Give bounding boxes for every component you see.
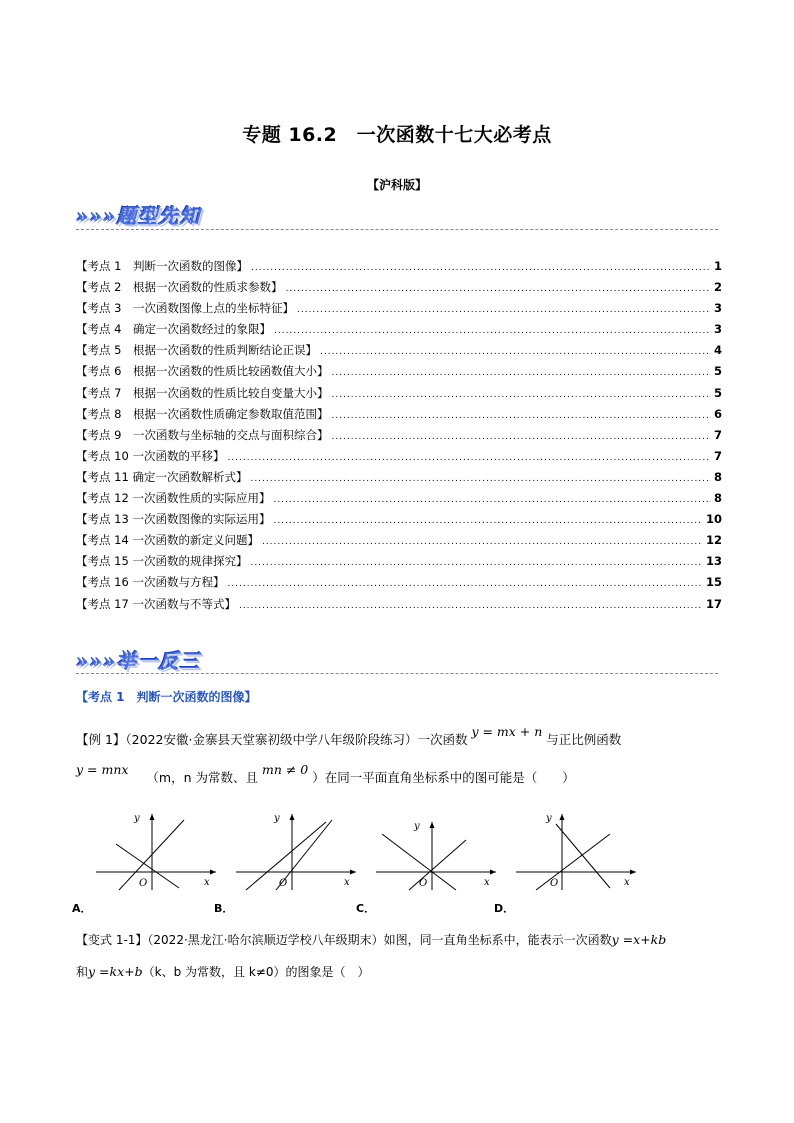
toc-leader-dots — [285, 284, 711, 294]
toc-item-label: 【考点 5 根据一次函数的性质判断结论正误】 — [76, 343, 317, 358]
toc-item-label: 【考点 7 根据一次函数的性质比较自变量大小】 — [76, 385, 329, 400]
toc-leader-dots — [331, 411, 711, 421]
toc-item[interactable] — [76, 342, 722, 363]
toc-item[interactable] — [76, 469, 722, 490]
graph-a-x-arrow — [210, 870, 216, 875]
graph-a-origin: O — [139, 878, 148, 889]
toc-item-label: 【考点 10 一次函数的平移】 — [76, 448, 225, 463]
graph-b-y-arrow — [290, 814, 295, 820]
variant-1-1-line-2 — [76, 962, 716, 982]
banner-toc-text: »»»题型先知 — [76, 204, 201, 228]
example-1-line-2 — [76, 762, 716, 788]
toc-leader-dots — [250, 474, 711, 484]
graph-d — [514, 812, 639, 892]
toc-item-page: 3 — [713, 322, 722, 337]
toc-item[interactable] — [76, 553, 722, 574]
toc-item-label: 【考点 4 确定一次函数经过的象限】 — [76, 322, 271, 337]
graph-a — [94, 812, 219, 892]
edition-label: 【沪科版】 — [366, 178, 427, 192]
example-1-func2: y = mnx — [76, 762, 129, 777]
toc-item-page: 15 — [705, 575, 722, 590]
toc-leader-dots — [331, 368, 711, 378]
graph-c-line-2 — [409, 840, 466, 890]
example-1-line-1 — [76, 724, 716, 750]
toc-item[interactable] — [76, 574, 722, 595]
toc-item-page: 3 — [713, 301, 722, 316]
toc-leader-dots — [297, 305, 711, 315]
toc-leader-dots — [227, 453, 711, 463]
toc-item-page: 17 — [705, 596, 722, 611]
banner-practice-divider — [76, 673, 718, 674]
graph-d-y-arrow — [560, 814, 565, 820]
toc-item[interactable] — [76, 385, 722, 406]
toc-item-page: 8 — [713, 469, 722, 484]
graph-a-line-1 — [116, 844, 179, 888]
toc-leader-dots — [239, 601, 703, 611]
toc-leader-dots — [273, 516, 703, 526]
toc-item-page: 4 — [713, 343, 722, 358]
toc-item-page: 1 — [713, 259, 722, 273]
toc-item-label: 【考点 9 一次函数与坐标轴的交点与面积综合】 — [76, 427, 329, 442]
section-heading: 【考点 1 判断一次函数的图像】 — [76, 690, 257, 704]
banner-toc — [76, 200, 201, 230]
graph-c-y-arrow — [430, 822, 435, 828]
toc-item-label: 【考点 3 一次函数图像上点的坐标特征】 — [76, 301, 294, 316]
graph-b-y-label: y — [274, 813, 280, 824]
toc-item-page: 10 — [705, 512, 722, 527]
toc-item-label: 【考点 15 一次函数的规律探究】 — [76, 554, 248, 569]
example-1-prefix: 【例 1】（2022安徽·金寨县天堂寨初级中学八年级阶段练习）一次函数 — [76, 732, 468, 747]
toc-leader-dots — [250, 558, 703, 568]
graph-a-x-label: x — [204, 877, 210, 888]
graph-c-x-label: x — [484, 877, 490, 888]
toc-leader-dots — [320, 347, 711, 357]
toc-leader-dots — [331, 390, 711, 400]
option-b-label: B． — [214, 902, 234, 915]
graph-c-x-arrow — [490, 870, 496, 875]
toc-item-label: 【考点 1 判断一次函数的图像】 — [76, 259, 248, 273]
variant-1-1-suffix: （k、b 为常数，且 k≠0）的图象是（ ） — [142, 965, 370, 979]
graph-b-x-label: x — [344, 877, 350, 888]
toc-item-page: 13 — [705, 554, 722, 569]
toc-item-label: 【考点 16 一次函数与方程】 — [76, 575, 225, 590]
toc-item[interactable] — [76, 406, 722, 427]
banner-practice-text: »»»举一反三 — [76, 649, 201, 673]
graph-b-x-arrow — [350, 870, 356, 875]
table-of-contents — [76, 258, 722, 617]
graph-d-y-label: y — [546, 813, 552, 824]
example-1-suffix: ）在同一平面直角坐标系中的图可能是（ ） — [312, 770, 575, 785]
toc-item-label: 【考点 2 根据一次函数的性质求参数】 — [76, 280, 283, 295]
graph-d-origin: O — [550, 878, 559, 889]
toc-item-page: 6 — [713, 406, 722, 421]
toc-item-label: 【考点 12 一次函数性质的实际应用】 — [76, 491, 271, 506]
toc-leader-dots — [274, 326, 711, 336]
toc-item-label: 【考点 6 根据一次函数的性质比较函数值大小】 — [76, 364, 329, 379]
graph-d-x-arrow — [630, 870, 636, 875]
graph-d-line-1 — [556, 824, 610, 888]
banner-toc-divider — [76, 229, 718, 230]
toc-item-page: 8 — [713, 491, 722, 506]
option-c-label: C． — [356, 902, 376, 915]
example-1-cond-pre: （m，n 为常数、且 — [146, 770, 258, 785]
example-1-mid: 与正比例函数 — [546, 732, 622, 747]
toc-item-label: 【考点 11 确定一次函数解析式】 — [76, 469, 248, 484]
toc-leader-dots — [331, 432, 711, 442]
example-1-cond-math: mn ≠ 0 — [261, 762, 309, 777]
toc-item-page: 2 — [713, 280, 722, 295]
graph-a-y-arrow — [150, 814, 155, 820]
toc-item[interactable] — [76, 511, 722, 532]
option-d-label: D． — [494, 902, 515, 915]
toc-leader-dots — [262, 537, 703, 547]
toc-item[interactable] — [76, 279, 722, 300]
graph-a-y-label: y — [134, 813, 140, 824]
toc-item-page: 7 — [713, 427, 722, 442]
toc-item-label: 【考点 8 根据一次函数性质确定参数取值范围】 — [76, 406, 329, 421]
toc-leader-dots — [227, 579, 703, 589]
graph-b-origin: O — [279, 878, 288, 889]
toc-item-page: 12 — [705, 533, 722, 548]
toc-item[interactable] — [76, 427, 722, 448]
variant-1-1-func1: y =x+kb — [611, 932, 667, 947]
toc-item[interactable] — [76, 363, 722, 384]
toc-item[interactable] — [76, 596, 722, 617]
graph-c-y-label: y — [414, 821, 420, 832]
toc-item-label: 【考点 17 一次函数与不等式】 — [76, 596, 236, 611]
toc-leader-dots — [251, 263, 711, 273]
example-1-func1: y = mx + n — [471, 724, 543, 739]
option-a-label: A． — [72, 902, 92, 915]
toc-leader-dots — [273, 495, 711, 505]
toc-item[interactable] — [76, 300, 722, 321]
toc-item-page: 7 — [713, 448, 722, 463]
variant-1-1-func2: y =kx+b — [88, 964, 143, 979]
toc-item[interactable] — [76, 258, 722, 279]
toc-item[interactable] — [76, 490, 722, 511]
graph-b — [234, 812, 359, 892]
option-graphs — [72, 812, 632, 917]
graph-c-origin: O — [419, 878, 428, 889]
variant-1-1-and: 和 — [76, 965, 89, 979]
page-title: 专题 16.2 一次函数十七大必考点 — [242, 124, 552, 146]
graph-d-line-2 — [536, 834, 610, 890]
toc-item-label: 【考点 13 一次函数图像的实际运用】 — [76, 512, 271, 527]
toc-item[interactable] — [76, 532, 722, 553]
toc-item[interactable] — [76, 321, 722, 342]
variant-1-1-prefix: 【变式 1-1】（2022·黑龙江·哈尔滨顺迈学校八年级期末）如图，同一直角坐标系中，能表示一次函数 — [76, 933, 612, 947]
toc-item-label: 【考点 14 一次函数的新定义问题】 — [76, 533, 259, 548]
graph-c — [374, 812, 499, 892]
toc-item-page: 5 — [713, 364, 722, 379]
variant-1-1-line-1 — [76, 930, 716, 950]
graph-d-x-label: x — [624, 877, 630, 888]
banner-practice — [76, 645, 201, 675]
toc-item-page: 5 — [713, 385, 722, 400]
toc-item[interactable] — [76, 448, 722, 469]
